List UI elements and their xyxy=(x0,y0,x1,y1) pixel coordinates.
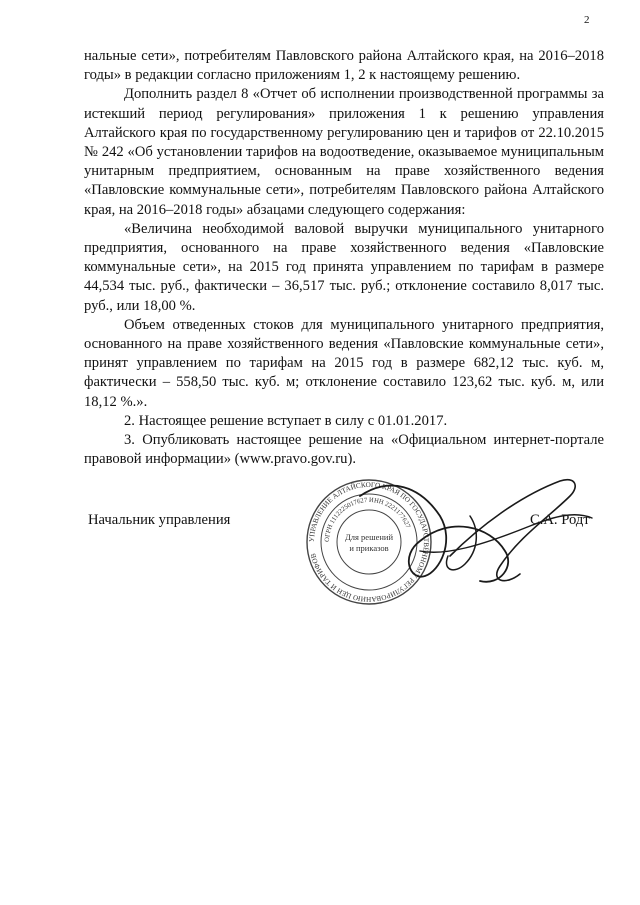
signatory-title: Начальник управления xyxy=(88,512,231,528)
seal-number-textpath: ОГРН 1112225017627 ИНН 2221177627 xyxy=(323,496,412,543)
paragraph-3: «Величина необходимой валовой выручки муниципального унитарного предприятия, основанного на праве хозяйственного ведения «Павловские коммунальные сети», на 2015 год принята управлением по тарифам в размере 44,534 тыс. руб., фактически – 36,517 тыс. руб.; отклонение составило 8,017 тыс. руб., или 18,00 %. xyxy=(84,220,604,314)
paragraph-4: Объем отведенных стоков для муниципального унитарного предприятия, основанного на праве хозяйственного ведения «Павловские коммунальные сети», принят управлением по тарифам на 2015 год в размере 682,12 тыс. куб. м, фактически – 558,50 тыс. куб. м; отклонение составило 123,62 тыс. куб. м, или 18,12 %.». xyxy=(84,316,604,410)
paragraph-6: 3. Опубликовать настоящее решение на «Официальном интернет-портале правовой информации» (www.pravo.gov.ru). xyxy=(84,432,604,468)
signatory-name: С.А. Родт xyxy=(530,512,590,528)
paragraph-5: 2. Настоящее решение вступает в силу с 01.01.2017. xyxy=(124,412,448,429)
page-number: 2 xyxy=(584,14,590,26)
seal-center-text-1: Для решений xyxy=(344,532,394,542)
paragraph-2: Дополнить раздел 8 «Отчет об исполнении производственной программы за истекший период регулирования» приложения 1 к решению управления Алтайского края по государственному регулированию цен и тарифов от 22.10.2015 № 242 «Об установлении тарифов на водоотведение, оказываемое муниципальным унитарным предприятием, основанным на праве хозяйственного ведения «Павловские коммунальные сети», потребителям Павловского района Алтайского края, на 2016–2018 годы» абзацами следующего содержания: xyxy=(84,86,604,218)
handwritten-signature xyxy=(330,456,600,606)
seal-outer-textpath: УПРАВЛЕНИЕ АЛТАЙСКОГО КРАЯ ПО ГОСУДАРСТВЕННОМУ РЕГУЛИРОВАНИЮ ЦЕН И ТАРИФОВ xyxy=(307,480,431,604)
paragraph-1: нальные сети», потребителям Павловского района Алтайского края, на 2016–2018 годы» в редакции согласно приложениям 1, 2 к настоящему решению. xyxy=(84,48,604,84)
seal-center-text-2: и приказов xyxy=(349,543,389,553)
document-body xyxy=(84,47,604,469)
